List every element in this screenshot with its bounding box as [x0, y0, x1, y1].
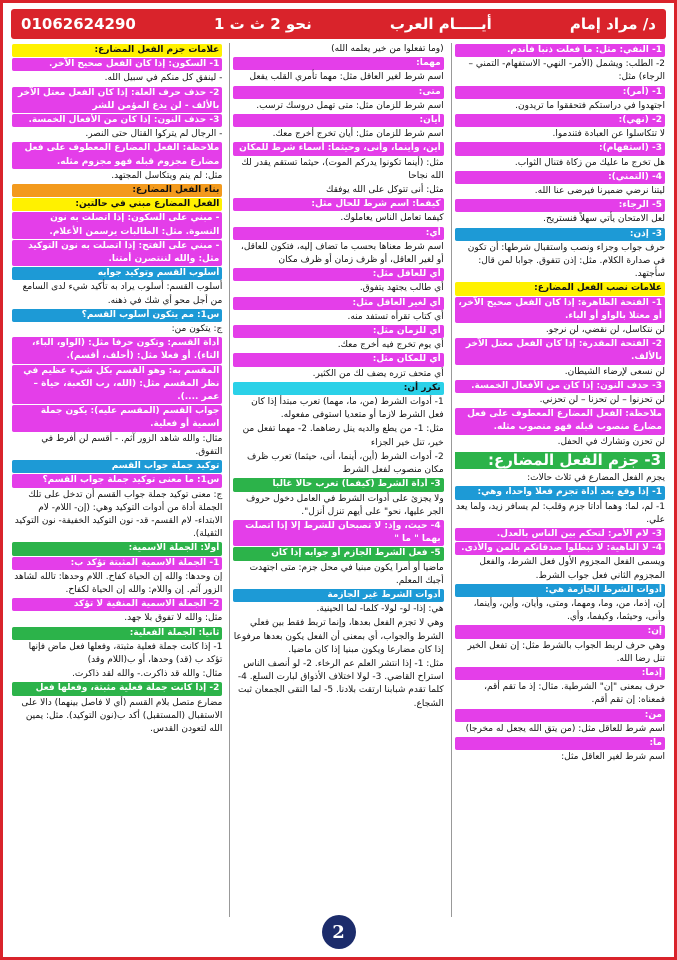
text-paragraph: 1- إذا كانت جملة فعلية مثبتة، وفعلها فعل ماض فإنها تؤكد ب (قد) وحدها، أو ب(اللام وقد) [28, 641, 223, 665]
section-heading: ثانيا: الجملة الفعلية: [12, 627, 222, 640]
text-paragraph: حرف بمعنى "إن" الشرطية. مثال: إذ ما تقم أقم، فمعناه: إن تقم أقم. [484, 682, 665, 706]
text-paragraph: يجزم الفعل المضارع في ثلاث حالات: [527, 473, 665, 484]
middle-column [229, 43, 446, 917]
text-paragraph: لن نسعى لإرضاء الشيطان. [564, 366, 665, 377]
text-paragraph: وهي حرف لربط الجواب بالشرط مثل: إن تفعل الخير تنل رضا الله. [467, 640, 665, 664]
section-heading: 5- الرجاء: [455, 199, 665, 212]
text-paragraph: - الرجال لم يتركوا القتال حتى النصر. [85, 129, 223, 140]
section-heading: - مبني على الفتح: إذا اتصلت به نون التوكيد مثل: والله لننتصرن أمتنا. [12, 240, 222, 266]
section-heading: 3- حذف النون: إذا كان من الأفعال الخمسة. [455, 380, 665, 393]
text-paragraph: 1- لم، لما: وهما أداتا جزم وقلب: لم يسافر زيد، ولما يعد علي. [455, 501, 665, 525]
section-heading: - مبني على السكون: إذا اتصلت به نون النسوة. مثل: الطالبات يرسمن الأعلام. [12, 212, 222, 238]
text-paragraph: لن تحزنوا – لن تحزنا – لن تحزني. [539, 395, 665, 406]
section-heading: 3- أداة الشرط (كيفما) تعرب حالا غالبا [233, 478, 443, 491]
section-heading: أدوات الشرط الجازمة هي: [455, 584, 665, 597]
text-paragraph: ج: معنى توكيد جملة جواب القسم أن تدخل على تلك الجملة أداة من أدوات التوكيد وهي: (إن- اللام- لام الابتداء- لام القسم- قد- نون التوكيد الخفيفة- نون التوكيد الثقيلة). [14, 489, 223, 540]
text-paragraph: اسم شرط للزمان مثل: متى تهمل دروسك ترسب. [256, 100, 444, 111]
page-number-badge: 2 [322, 915, 356, 949]
section-heading: أولا: الجملة الاسمية: [12, 542, 222, 555]
text-paragraph: كيفما تعامل الناس يعاملوك. [340, 213, 444, 224]
text-paragraph: اسم شرط لغير العاقل مثل: مهما تأمري القلب يفعل [249, 72, 444, 83]
text-paragraph: مثل: أنى تتوكل على الله يوفقك [326, 185, 444, 196]
section-heading: أيان: [233, 114, 443, 127]
text-paragraph: مضارع متصل بلام القسم (أي لا فاصل بينهما) دالا على الاستقبال (المستقبل) أكد ب(نون التوكيد). مثل: يمين الله لتعودن القدس. [21, 697, 223, 734]
text-paragraph: لن تحزن وتشارك في الحفل. [557, 436, 665, 447]
section-heading: أدوات الشرط غير الجازمة [233, 589, 443, 602]
section-heading: متى: [233, 86, 443, 99]
section-heading: 2- الفتحة المقدرة: إذا كان الفعل معتل الآخر بالألف. [455, 338, 665, 364]
text-paragraph: اسم شرط لغير العاقل مثل: [561, 752, 665, 763]
right-column [451, 43, 668, 917]
section-heading: جواب القسم (المقسم عليه): يكون جملة اسمية أو فعلية. [12, 405, 222, 431]
text-paragraph: أي طالب يجتهد يتفوق. [359, 283, 444, 294]
text-paragraph: إن، إذما، من، وما، ومهما، ومتى، وأيان، وأين، وأينما، وأنى، وحيثما، وكيفما، وأي. [473, 598, 665, 623]
text-paragraph: لا تتكاسلوا عن العبادة فتندموا. [552, 129, 665, 140]
section-heading: نكرر أن: [233, 382, 443, 395]
section-heading: من: [455, 709, 665, 722]
section-heading: 2- حذف حرف العلة: إذا كان الفعل معتل الآخر بالألف - لن يدع المؤمن للشر [12, 87, 222, 113]
section-heading: المقسم به: وهو القسم بكل شيء عظيم في نظر المقسم مثل: (الله، رب الكعبة، حياة – عمر ....). [12, 365, 222, 405]
text-paragraph: 2- الطلب: ويشمل (الأمر- النهي- الاستفهام- التمني – الرجاء) مثل: [468, 59, 665, 83]
section-heading: 2- الجملة الاسمية المنفية لا تؤكد [12, 598, 222, 611]
section-heading: أي للزمان مثل: [233, 325, 443, 338]
section-heading: إن: [455, 625, 665, 638]
text-paragraph: مثل: (أينما تكونوا يدركم الموت)، حيثما تستقم يقدر لك الله نجاحا [241, 157, 444, 181]
section-heading: 3- حذف النون: إذا كان من الأفعال الخمسة. [12, 114, 222, 127]
text-paragraph: لن نتكاسل، لن نقضي، لن نرجو. [545, 325, 665, 336]
text-paragraph: مثل: 1- من يطع والديه ينل رضاهما. 2- مهما تفعل من خير، تنل خير الجزاء [242, 424, 444, 448]
section-heading: ملاحظة: الفعل المضارع المعطوف على فعل مضارع منصوب قبله فهو منصوب مثله. [455, 408, 665, 434]
section-heading: 1- الجملة الاسمية المثبتة تؤكد ب: [12, 557, 222, 570]
text-paragraph: حرف جواب وجزاء ونصب واستقبال شرطها: أن تكون في صدارة الكلام. مثل: إذن تتفوق. جوابا لمن قال: سأجتهد. [467, 242, 665, 280]
section-heading: أي للعاقل مثل: [233, 268, 443, 281]
section-heading: علامات نصب الفعل المضارع: [455, 282, 665, 295]
text-paragraph: أي يوم تخرج فيه أخرج معك. [337, 340, 444, 351]
text-paragraph: مثل: 1- إذا انتشر العلم عم الرخاء. 2- لو أنصف الناس استراح القاضي. 3- لولا اختلاف الأذواق لبارت السلع. 4- كلما تقدم شبابنا ارتقت بلادنا. 5- لما التقى الجمعان ثبت الشجاع. [237, 658, 444, 709]
section-heading: 3- جزم الفعل المضارع: [455, 452, 665, 469]
text-paragraph: إن وحدها: والله إن الحياة كفاح. اللام وحدها: تالله لشاهد الزور آثم. إن واللام: والله إن الحياة لكفاح. [14, 571, 223, 595]
text-paragraph: (وما تفعلوا من خير يعلمه الله) [331, 44, 444, 54]
section-heading: أسلوب القسم وتوكيد جوابه [12, 267, 222, 280]
section-heading: 2- إذا كانت جملة فعلية مثبتة، وفعلها فعل [12, 682, 222, 695]
text-paragraph: ولا يجزئ على أدوات الشرط في العامل دخول حروف الجر عليها، نحو" على أيهم تنزل أنزل". [246, 493, 444, 517]
text-paragraph: اجتهدوا في دراستكم فتحققوا ما تريدون. [515, 100, 665, 111]
section-heading: 5- فعل الشرط الجازم أو جوابه إذا كان [233, 547, 443, 560]
section-heading: 2- (نهي): [455, 114, 665, 127]
text-paragraph: 1- أدوات الشرط (من، ما، مهما) تعرب مبتدأ إذا كان فعل الشرط لازما أو متعديا استوفى مفعوله. [251, 397, 444, 421]
text-paragraph: ويسمى الفعل المجزوم الأول فعل الشرط، والفعل المجزوم الثاني فعل جواب الشرط. [479, 557, 665, 581]
text-paragraph: هل تخرج ما عليك من زكاة فتنال الثواب. [514, 157, 665, 168]
section-heading: توكيد جملة جواب القسم [12, 460, 222, 473]
section-heading: 1- إذا وقع بعد أداة تجزم فعلا واحدا، وهي: [455, 486, 665, 499]
section-heading: س1: ما معنى توكيد جملة جواب القسم؟ [12, 474, 222, 487]
section-heading: إذما: [455, 667, 665, 680]
text-paragraph: وهي لا تجزم الفعل بعدها، وإنما تربط فقط بين فعلي الشرط والجواب، أي بمعنى أن الفعل يكون بعدها مرفوعا إذا كان مضارعا ويكون مبنيا إذا كان ماضيا. [233, 618, 444, 655]
section-heading: 3- إذن: [455, 228, 665, 241]
text-paragraph: ليتنا نرضي ضميرنا فيرضى عنا الله. [534, 186, 665, 197]
section-heading: أداة القسم: وتكون حرفا مثل: (الواو، الباء، التاء). أو فعلا مثل: (أحلف، أقسم). [12, 337, 222, 363]
section-heading: علامات جزم الفعل المضارع: [12, 44, 222, 57]
text-paragraph: أي متحف تزره يضف لك من الكثير. [312, 368, 444, 379]
section-heading: 4- (التمني): [455, 171, 665, 184]
section-heading: أين، وأينما، وأنى، وحيثما: أسماء شرط للمكان [233, 142, 443, 155]
text-paragraph: أي كتاب تقرأه تستفد منه. [347, 311, 444, 322]
section-heading: 1- (أمر): [455, 86, 665, 99]
section-heading: 3- (استفهام): [455, 142, 665, 155]
section-heading: 4- لا الناهية: لا تبطلوا صدقاتكم بالمن والأذى. [455, 542, 665, 555]
text-paragraph: ج: يتكون من: [171, 324, 223, 335]
section-heading: كيفما: اسم شرط للحال مثل: [233, 198, 443, 211]
phone-number: 01062624290 [21, 15, 136, 33]
text-paragraph: 2- أدوات الشرط (أين، أينما، أنى، حيثما) تعرب ظرف مكان منصوب لفعل الشرط [246, 451, 444, 476]
content-columns [9, 43, 668, 917]
text-paragraph: هي: إذا- لو- لولا- كلما- لما الحينية. [316, 604, 444, 615]
section-heading: 1- الفتحة الظاهرة: إذا كان الفعل صحيح الآخر، أو معتلا بالواو أو الياء. [455, 297, 665, 323]
author-name: د/ مراد إمام [569, 15, 656, 33]
section-heading: بناء الفعل المضارع: [12, 184, 222, 197]
text-paragraph: اسم شرط معناها بحسب ما تضاف إليه، فتكون للعاقل، أو لغير العاقل، أو ظرف زمان أو ظرف مكان [240, 241, 444, 266]
section-heading: مهما: [233, 57, 443, 70]
text-paragraph: اسم شرط للزمان مثل: أيان تخرج أخرج معك. [272, 129, 444, 140]
section-heading: أي: [233, 227, 443, 240]
text-paragraph: ماضيا أو أمرا يكون مبنيا في محل جزم: متى اجتهدت أجبك المعلم. [249, 562, 444, 586]
text-paragraph: مثال: والله شاهد الزور آثم. - أقسم لن أفرط في التفوق. [41, 433, 223, 457]
section-heading: س1: مم يتكون أسلوب القسم؟ [12, 309, 222, 322]
section-heading: أي لغير العاقل مثل: [233, 297, 443, 310]
section-heading: أي للمكان مثل: [233, 353, 443, 366]
text-paragraph: اسم شرط للعاقل مثل: (من يتق الله يجعل له مخرجا) [465, 723, 665, 734]
section-heading: 1- النفي: مثل: ما فعلت ذنبا فأندم. [455, 44, 665, 57]
left-column [9, 43, 225, 917]
text-paragraph: مثل: والله لا تفوق بلا جهد. [124, 613, 223, 624]
page-header [11, 9, 666, 39]
section-heading: ملاحظة: الفعل المضارع المعطوف على فعل مضارع مجزوم قبله فهو مجزوم مثله. [12, 142, 222, 168]
section-heading: الفعل المضارع مبني في حالتين: [12, 198, 222, 211]
text-paragraph: مثل: لم ينم ويتكاسل المجتهد. [111, 170, 223, 181]
text-paragraph: - لينفق كل منكم في سبيل الله. [104, 73, 223, 84]
series-title: أيـــــام العرب [389, 15, 492, 33]
text-paragraph: لعل الامتحان يأتي سهلاً فنستريح. [543, 214, 665, 225]
section-heading: ما: [455, 737, 665, 750]
text-paragraph: مثال: والله قد ذاكرت.- والله لقد ذاكرت. [72, 669, 223, 680]
section-heading: 4- حيث، وإذ: لا تصبحان للشرط إلا إذا اتصلت بهما " ما " [233, 520, 443, 546]
subject-title: نحو 2 ث ت 1 [213, 15, 312, 33]
text-paragraph: أسلوب القسم: أسلوب يراد به تأكيد شيء لدى السامع من أجل محو أي شك في ذهنه. [22, 282, 223, 306]
section-heading: 1- السكون: إذا كان الفعل صحيح الآخر. [12, 58, 222, 71]
section-heading: 3- لام الأمر: لتحكم بين الناس بالعدل. [455, 528, 665, 541]
